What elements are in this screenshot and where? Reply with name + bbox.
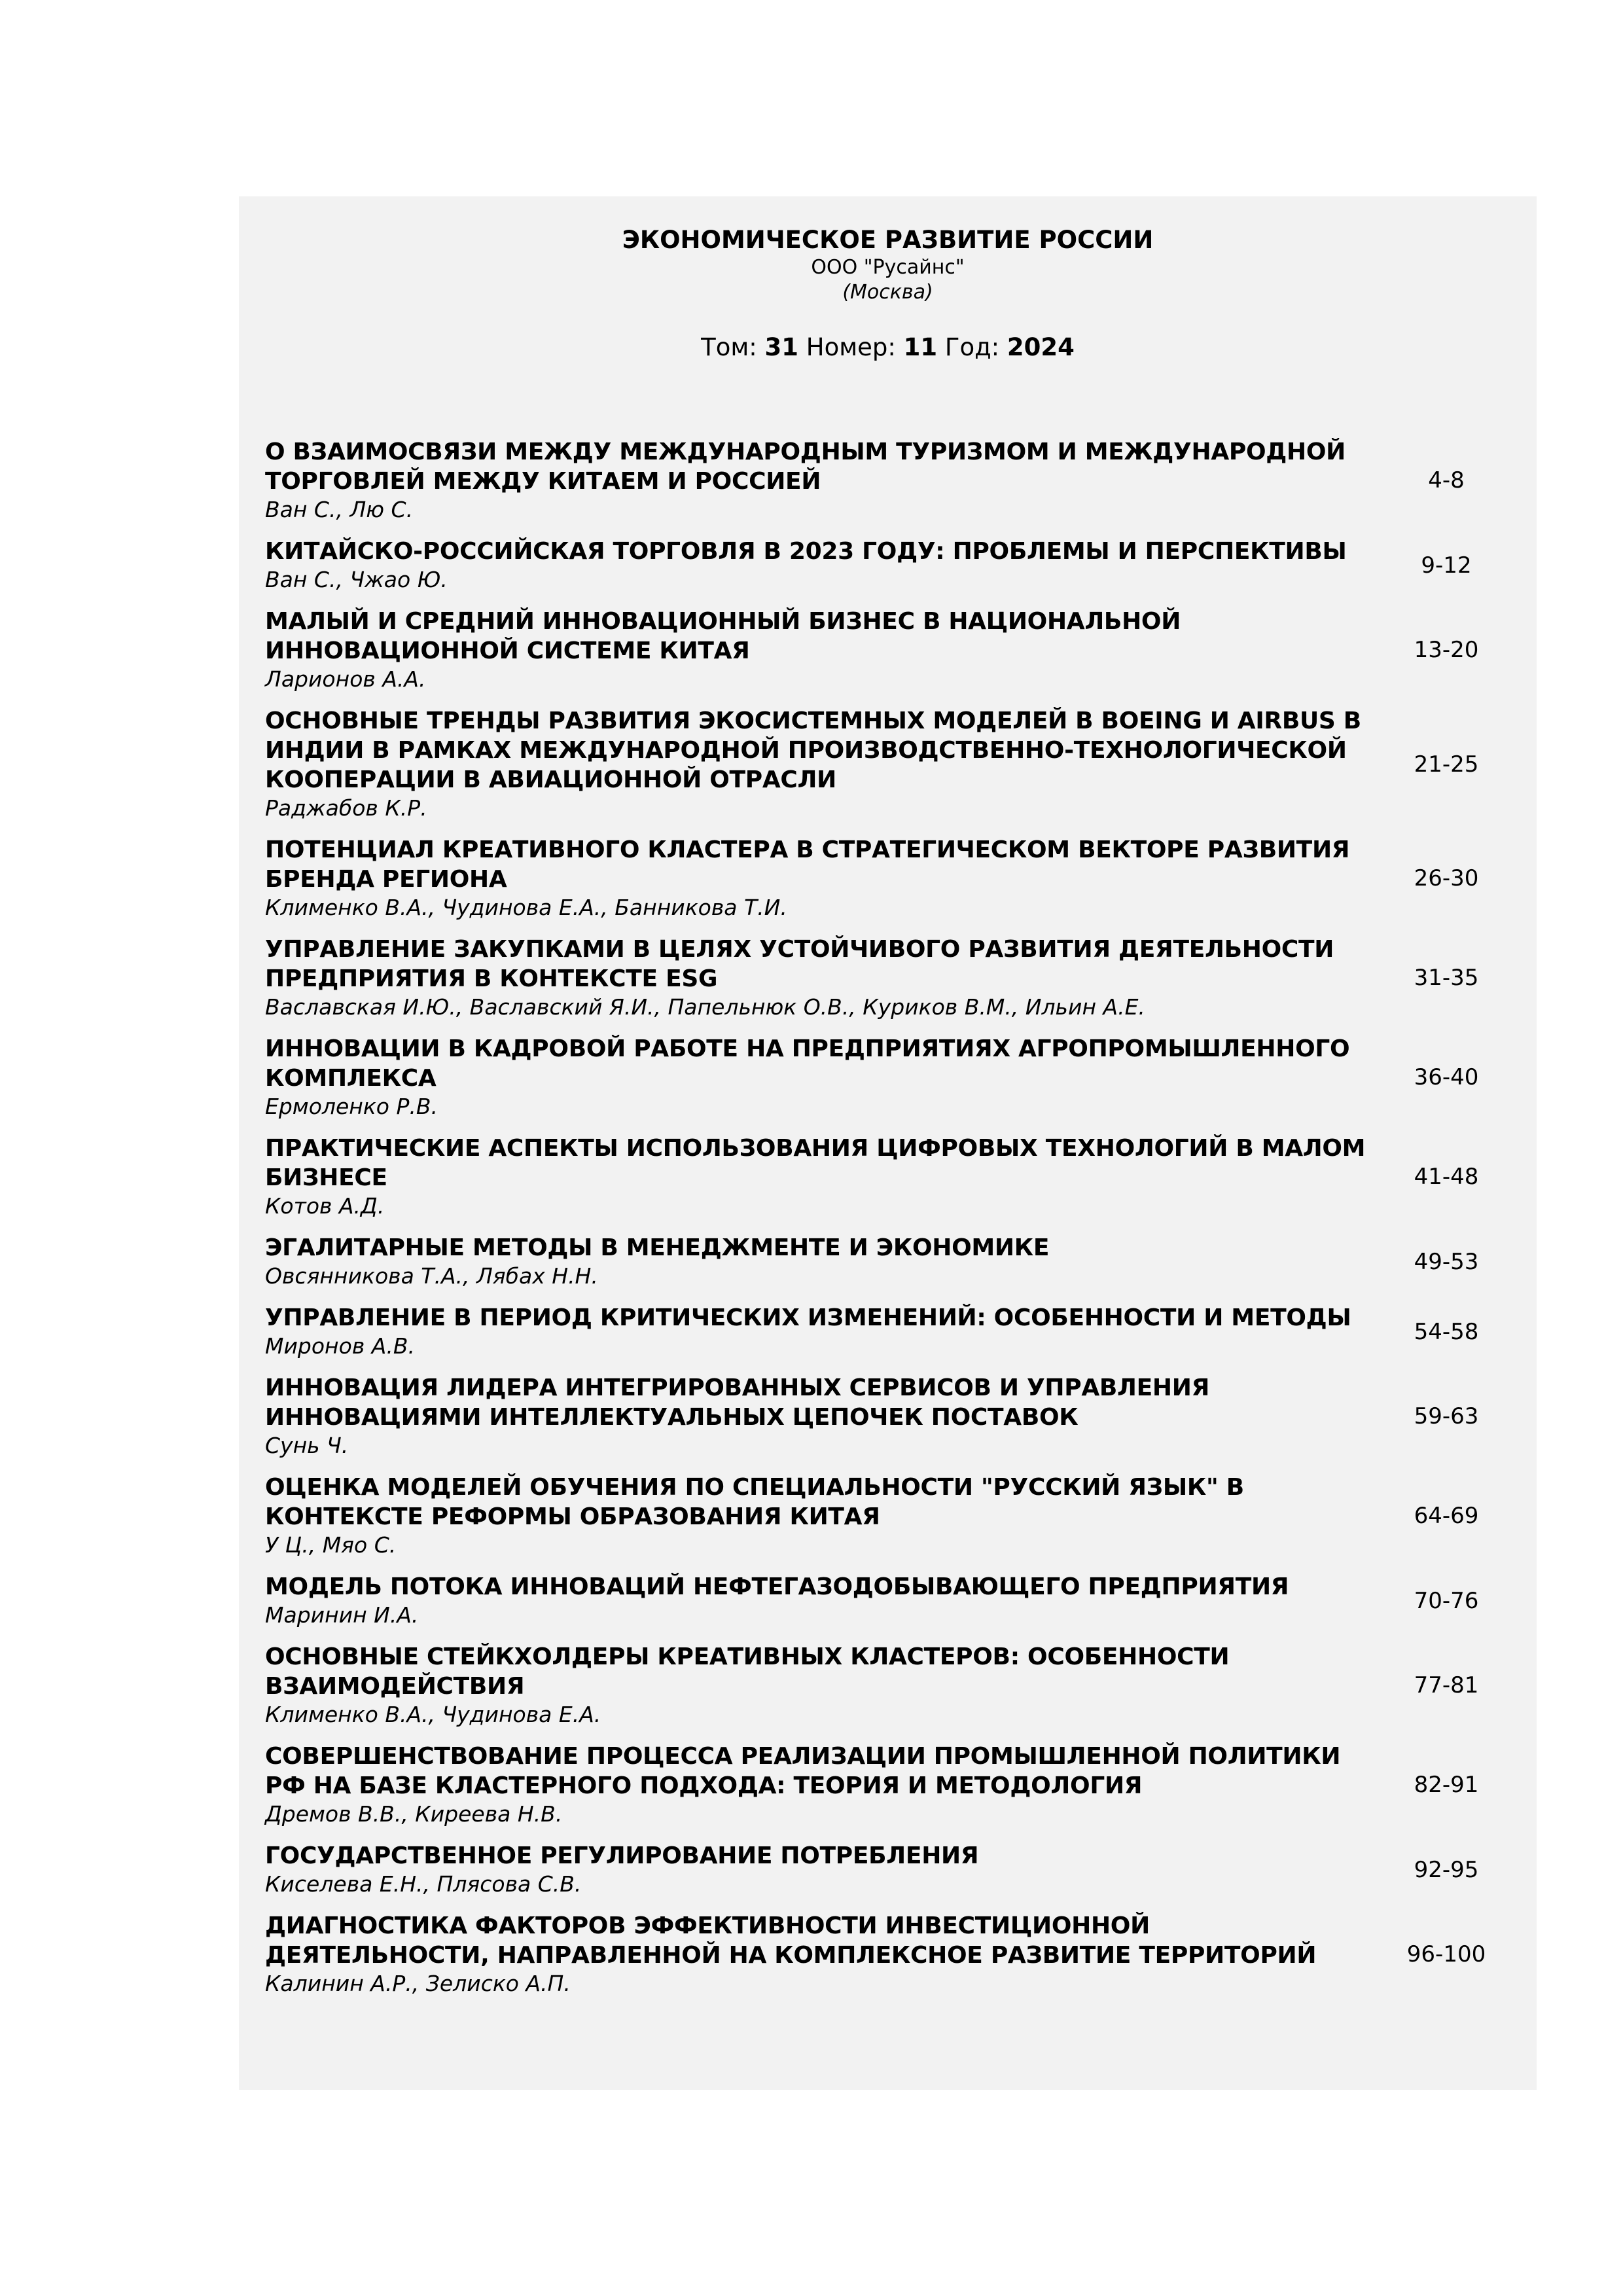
article-pages: 92-95: [1414, 1856, 1479, 1883]
article-body: [265, 1034, 1371, 1121]
article-body: [265, 935, 1371, 1021]
article-authors: Ермоленко Р.В.: [265, 1094, 438, 1119]
article-pages: 54-58: [1414, 1318, 1479, 1345]
article-body: [265, 1134, 1371, 1220]
article-body: [265, 1841, 1371, 1898]
article-body: [265, 437, 1371, 524]
article-authors: Клименко В.А., Чудинова Е.А., Банникова Т.И.: [265, 895, 787, 920]
article-pages: 41-48: [1414, 1164, 1479, 1190]
article-entry: [265, 706, 1522, 822]
article-pages: 9-12: [1421, 552, 1472, 579]
article-authors: Миронов А.В.: [265, 1333, 415, 1359]
article-pages: 36-40: [1414, 1064, 1479, 1090]
article-title[interactable]: ИННОВАЦИЯ ЛИДЕРА ИНТЕГРИРОВАННЫХ СЕРВИСОВ И УПРАВЛЕНИЯ ИННОВАЦИЯМИ ИНТЕЛЛЕКТУАЛЬНЫХ ЦЕПОЧЕК ПОСТАВОК: [265, 1374, 1209, 1431]
journal-title: ЭКОНОМИЧЕСКОЕ РАЗВИТИЕ РОССИИ: [622, 226, 1154, 254]
article-pages: 26-30: [1414, 865, 1479, 891]
article-title[interactable]: ГОСУДАРСТВЕННОЕ РЕГУЛИРОВАНИЕ ПОТРЕБЛЕНИЯ: [265, 1842, 979, 1869]
article-authors: Маринин И.А.: [265, 1602, 419, 1628]
contents-panel: [239, 196, 1537, 2090]
article-title[interactable]: ИННОВАЦИИ В КАДРОВОЙ РАБОТЕ НА ПРЕДПРИЯТИЯХ АГРОПРОМЫШЛЕННОГО КОМПЛЕКСА: [265, 1035, 1350, 1092]
article-title[interactable]: ОЦЕНКА МОДЕЛЕЙ ОБУЧЕНИЯ ПО СПЕЦИАЛЬНОСТИ "РУССКИЙ ЯЗЫК" В КОНТЕКСТЕ РЕФОРМЫ ОБРАЗОВАНИЯ КИТАЯ: [265, 1474, 1244, 1530]
article-body: [265, 706, 1371, 822]
article-authors: Овсянникова Т.А., Лябах Н.Н.: [265, 1263, 598, 1289]
article-title[interactable]: ОСНОВНЫЕ ТРЕНДЫ РАЗВИТИЯ ЭКОСИСТЕМНЫХ МОДЕЛЕЙ В BOEING И AIRBUS В ИНДИИ В РАМКАХ МЕЖДУНАРОДНОЙ ПРОИЗВОДСТВЕННО-ТЕХНОЛОГИЧЕСКОЙ КООПЕРАЦИИ В АВИАЦИОННОЙ ОТРАСЛИ: [265, 708, 1361, 793]
article-body: [265, 1473, 1371, 1559]
article-title[interactable]: КИТАЙСКО-РОССИЙСКАЯ ТОРГОВЛЯ В 2023 ГОДУ: ПРОБЛЕМЫ И ПЕРСПЕКТИВЫ: [265, 538, 1347, 565]
article-authors: Ларионов А.А.: [265, 666, 426, 692]
volume-value: 31: [764, 333, 798, 361]
journal-header: [239, 196, 1537, 363]
article-entry: [265, 1303, 1522, 1360]
article-entry: [265, 1473, 1522, 1559]
article-entry: [265, 607, 1522, 693]
issue-info: [239, 332, 1537, 363]
number-value: 11: [903, 333, 938, 361]
article-pages: 82-91: [1414, 1772, 1479, 1798]
article-title[interactable]: МАЛЫЙ И СРЕДНИЙ ИННОВАЦИОННЫЙ БИЗНЕС В НАЦИОНАЛЬНОЙ ИННОВАЦИОННОЙ СИСТЕМЕ КИТАЯ: [265, 608, 1181, 664]
article-pages: 31-35: [1414, 965, 1479, 991]
article-entry: [265, 437, 1522, 524]
article-pages: 77-81: [1414, 1672, 1479, 1698]
article-body: [265, 835, 1371, 922]
article-title[interactable]: О ВЗАИМОСВЯЗИ МЕЖДУ МЕЖДУНАРОДНЫМ ТУРИЗМОМ И МЕЖДУНАРОДНОЙ ТОРГОВЛЕЙ МЕЖДУ КИТАЕМ И РОССИЕЙ: [265, 439, 1346, 495]
article-authors: Ван С., Чжао Ю.: [265, 567, 448, 592]
article-authors: Киселева Е.Н., Плясова С.В.: [265, 1871, 582, 1897]
article-entry: [265, 1742, 1522, 1828]
article-body: [265, 1303, 1371, 1360]
article-pages: 70-76: [1414, 1587, 1479, 1614]
volume-label: Том:: [701, 333, 757, 361]
article-body: [265, 607, 1371, 693]
article-entry: [265, 1034, 1522, 1121]
article-body: [265, 537, 1371, 594]
article-authors: Раджабов К.Р.: [265, 795, 427, 821]
article-body: [265, 1373, 1371, 1460]
article-title[interactable]: УПРАВЛЕНИЕ В ПЕРИОД КРИТИЧЕСКИХ ИЗМЕНЕНИЙ: ОСОБЕННОСТИ И МЕТОДЫ: [265, 1304, 1351, 1331]
article-authors: Котов А.Д.: [265, 1193, 385, 1219]
article-entry: [265, 537, 1522, 594]
article-body: [265, 1572, 1371, 1629]
article-pages: 13-20: [1414, 637, 1479, 663]
article-entry: [265, 1572, 1522, 1629]
publisher-city: (Москва): [842, 281, 933, 304]
article-title[interactable]: ЭГАЛИТАРНЫЕ МЕТОДЫ В МЕНЕДЖМЕНТЕ И ЭКОНОМИКЕ: [265, 1234, 1050, 1261]
article-authors: Калинин А.Р., Зелиско А.П.: [265, 1971, 571, 1996]
article-body: [265, 1233, 1371, 1290]
table-of-contents: [265, 437, 1522, 2011]
article-body: [265, 1742, 1371, 1828]
article-pages: 64-69: [1414, 1503, 1479, 1529]
article-entry: [265, 935, 1522, 1021]
article-authors: Ван С., Лю С.: [265, 497, 414, 522]
year-value: 2024: [1007, 333, 1075, 361]
article-entry: [265, 835, 1522, 922]
article-authors: Ваславская И.Ю., Ваславский Я.И., Папельнюк О.В., Куриков В.М., Ильин А.Е.: [265, 994, 1145, 1020]
article-authors: Дремов В.В., Киреева Н.В.: [265, 1801, 563, 1827]
article-entry: [265, 1134, 1522, 1220]
article-title[interactable]: ПРАКТИЧЕСКИЕ АСПЕКТЫ ИСПОЛЬЗОВАНИЯ ЦИФРОВЫХ ТЕХНОЛОГИЙ В МАЛОМ БИЗНЕСЕ: [265, 1135, 1366, 1191]
article-authors: Клименко В.А., Чудинова Е.А.: [265, 1702, 601, 1727]
publisher-name: ООО "Русайнс": [811, 256, 965, 279]
article-authors: Сунь Ч.: [265, 1433, 349, 1458]
article-entry: [265, 1911, 1522, 1998]
number-label: Номер:: [806, 333, 896, 361]
article-entry: [265, 1233, 1522, 1290]
article-entry: [265, 1642, 1522, 1729]
article-pages: 49-53: [1414, 1248, 1479, 1275]
article-body: [265, 1642, 1371, 1729]
article-title[interactable]: ДИАГНОСТИКА ФАКТОРОВ ЭФФЕКТИВНОСТИ ИНВЕСТИЦИОННОЙ ДЕЯТЕЛЬНОСТИ, НАПРАВЛЕННОЙ НА КОМПЛЕКСНОЕ РАЗВИТИЕ ТЕРРИТОРИЙ: [265, 1912, 1317, 1969]
article-pages: 96-100: [1406, 1941, 1486, 1967]
article-body: [265, 1911, 1371, 1998]
article-pages: 59-63: [1414, 1403, 1479, 1429]
article-title[interactable]: УПРАВЛЕНИЕ ЗАКУПКАМИ В ЦЕЛЯХ УСТОЙЧИВОГО РАЗВИТИЯ ДЕЯТЕЛЬНОСТИ ПРЕДПРИЯТИЯ В КОНТЕКСТЕ ESG: [265, 936, 1334, 992]
article-title[interactable]: ОСНОВНЫЕ СТЕЙКХОЛДЕРЫ КРЕАТИВНЫХ КЛАСТЕРОВ: ОСОБЕННОСТИ ВЗАИМОДЕЙСТВИЯ: [265, 1643, 1230, 1700]
article-title[interactable]: ПОТЕНЦИАЛ КРЕАТИВНОГО КЛАСТЕРА В СТРАТЕГИЧЕСКОМ ВЕКТОРЕ РАЗВИТИЯ БРЕНДА РЕГИОНА: [265, 836, 1350, 893]
article-pages: 4-8: [1428, 467, 1465, 493]
article-entry: [265, 1373, 1522, 1460]
article-authors: У Ц., Мяо С.: [265, 1532, 397, 1558]
article-entry: [265, 1841, 1522, 1898]
year-label: Год:: [944, 333, 1000, 361]
article-title[interactable]: СОВЕРШЕНСТВОВАНИЕ ПРОЦЕССА РЕАЛИЗАЦИИ ПРОМЫШЛЕННОЙ ПОЛИТИКИ РФ НА БАЗЕ КЛАСТЕРНОГО ПОДХОДА: ТЕОРИЯ И МЕТОДОЛОГИЯ: [265, 1743, 1341, 1799]
article-pages: 21-25: [1414, 751, 1479, 778]
article-title[interactable]: МОДЕЛЬ ПОТОКА ИННОВАЦИЙ НЕФТЕГАЗОДОБЫВАЮЩЕГО ПРЕДПРИЯТИЯ: [265, 1573, 1289, 1600]
